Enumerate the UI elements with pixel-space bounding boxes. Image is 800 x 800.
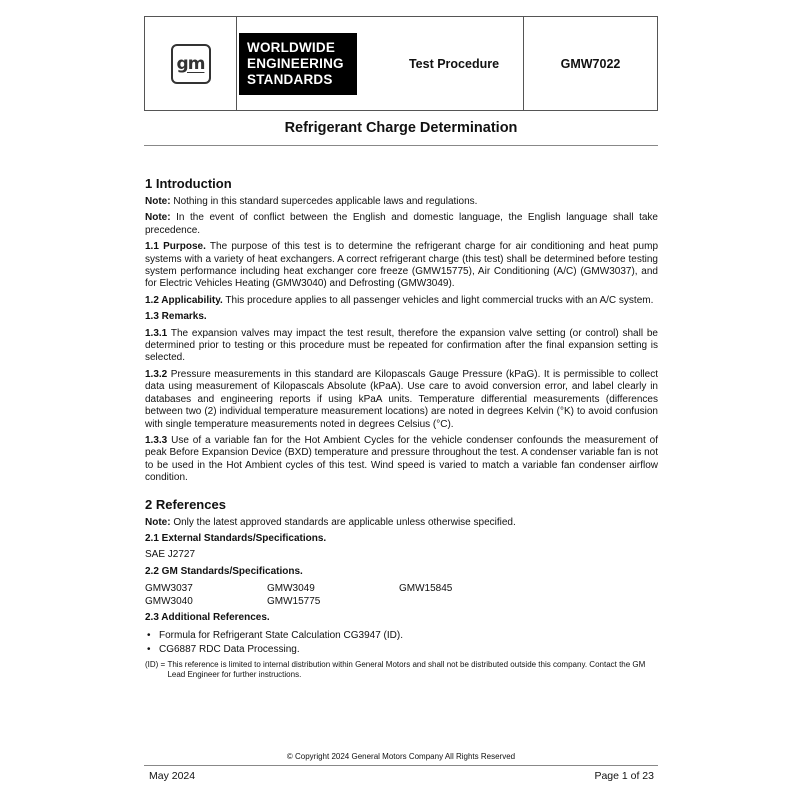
remark-label: 1.3.1	[145, 327, 168, 339]
remark-text: Pressure measurements in this standard are Kilopascals Gauge Pressure (kPaG). It is permissible to collect data using measurement of Kilopascals Absolute (kPaA). Use care to avoid conversion error, and label clearly in databases and engineering reports if using kPaA units. Temperature differential measurements (differences between two (2) individual temperature measurement locations) are noted in degrees Kelvin (°K) to avoid confusion with single temperature measurements noted in degrees Celsius (°C).	[145, 368, 658, 430]
footer-date: May 2024	[149, 770, 196, 782]
remark-paragraph	[145, 369, 658, 431]
gm-standard-item: GMW15845	[399, 583, 453, 595]
list-item: • Formula for Refrigerant State Calculation CG3947 (ID).	[145, 629, 658, 643]
note-label: Note:	[145, 196, 171, 207]
external-standard-item: SAE J2727	[145, 549, 196, 561]
gm-standard-item: GMW15775	[267, 596, 321, 608]
note-text: Only the latest approved standards are applicable unless otherwise specified.	[170, 516, 516, 528]
remark-paragraph	[145, 328, 658, 365]
id-footnote	[145, 660, 658, 680]
applicability-label: 1.2 Applicability.	[145, 294, 223, 306]
gm-standard-item: GMW3040	[145, 596, 193, 608]
purpose-label: 1.1 Purpose.	[145, 241, 206, 253]
gm-standards-list	[145, 582, 658, 608]
gm-standard-item: GMW3037	[145, 583, 193, 595]
document-header	[144, 16, 658, 111]
section-heading-references: 2 References	[145, 496, 226, 512]
note-text: In the event of conflict between the English and domestic language, the English language shall take precedence.	[145, 212, 658, 236]
footer-divider	[144, 765, 658, 766]
remark-text: Use of a variable fan for the Hot Ambient Cycles for the vehicle condenser confounds the measurement of peak Before Expansion Device (BXD) temperature and pressure throughout the test. A condenser variable fan is not to be used in the Hot Ambient cycles of this test. Wind speed is varied to match a variable fan condenser airflow condition.	[145, 434, 658, 484]
remarks-heading: 1.3 Remarks.	[145, 311, 207, 323]
remark-paragraph	[145, 435, 658, 485]
applicability-text: This procedure applies to all passenger vehicles and light commercial trucks with an A/C system.	[222, 294, 654, 306]
gm-standard-item	[399, 595, 519, 608]
additional-references-list	[145, 629, 658, 657]
gm-logo-text: gm	[176, 53, 205, 74]
purpose-text: The purpose of this test is to determine the refrigerant charge for air conditioning and heat pump systems with a variety of heat exchangers. A correct refrigerant charge (this test) shall be determined before testing system performance including heat exchanger core freeze (GMW15775), Air Conditioning (A/C) (GMW3037), and for Electric Vehicles Heating (GMW3040) and Defrosting (GMW3049).	[145, 241, 659, 290]
doc-type: Test Procedure	[385, 17, 524, 110]
section-heading-introduction: 1 Introduction	[145, 176, 232, 191]
title-divider	[144, 145, 658, 146]
note-paragraph	[145, 196, 658, 208]
applicability-paragraph	[145, 295, 658, 307]
id-footnote-text: This reference is limited to internal distribution within General Motors and shall not be distributed outside this company. Contact the GM Lead Engineer for further instructions.	[167, 659, 646, 679]
gm-logo-icon	[171, 44, 211, 84]
logo-cell	[145, 17, 237, 110]
purpose-paragraph	[145, 241, 658, 291]
external-standards-heading: 2.1 External Standards/Specifications.	[145, 532, 327, 544]
gm-standard-item: GMW3049	[267, 583, 315, 595]
wes-badge	[239, 33, 357, 95]
document-body	[145, 176, 658, 680]
footer-page-number: Page 1 of 23	[594, 770, 654, 782]
wes-line: STANDARDS	[247, 71, 333, 87]
doc-number: GMW7022	[560, 56, 621, 71]
document-title: Refrigerant Charge Determination	[284, 120, 518, 136]
remark-text: The expansion valves may impact the test result, therefore the expansion valve setting (or control) shall be determined prior to testing or this procedure must be repeated for confirmation after the final expansion setting is selected.	[145, 327, 658, 364]
note-paragraph	[145, 212, 658, 237]
additional-references-heading: 2.3 Additional References.	[145, 612, 270, 624]
note-paragraph	[145, 517, 658, 529]
note-label: Note:	[145, 516, 171, 528]
remark-label: 1.3.2	[145, 368, 168, 380]
wes-cell	[237, 17, 385, 110]
id-footnote-tag: (ID) =	[145, 659, 168, 669]
gm-standards-heading: 2.2 GM Standards/Specifications.	[145, 565, 303, 577]
remark-label: 1.3.3	[145, 434, 168, 446]
note-text: Nothing in this standard supercedes applicable laws and regulations.	[170, 196, 478, 207]
list-item: • CG6887 RDC Data Processing.	[145, 643, 658, 657]
wes-line: WORLDWIDE	[247, 39, 336, 55]
note-label: Note:	[145, 212, 171, 224]
wes-line: ENGINEERING	[247, 55, 344, 71]
copyright-notice: © Copyright 2024 General Motors Company All Rights Reserved	[286, 752, 516, 761]
